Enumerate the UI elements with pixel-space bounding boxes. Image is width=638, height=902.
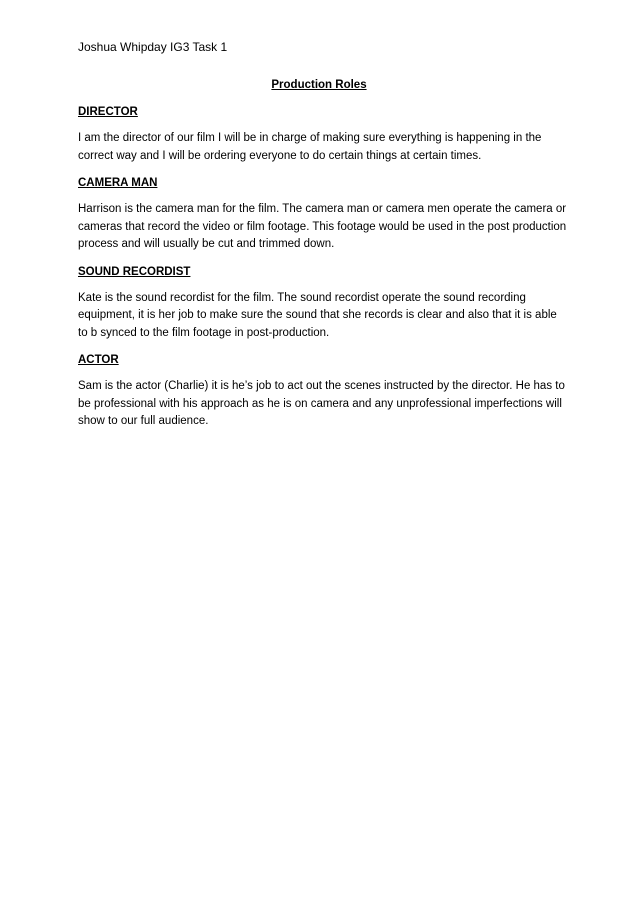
section-camera-man [78, 175, 568, 254]
section-paragraph: Harrison is the camera man for the film. The camera man or camera men operate the camera or cameras that record the video or film footage. This footage would be used in the post production process and will usually be cut and trimmed down. [78, 203, 567, 250]
section-sound-recordist [78, 264, 568, 343]
section-heading: CAMERA MAN [78, 177, 158, 189]
section-paragraph: I am the director of our film I will be in charge of making sure everything is happening in the correct way and I will be ordering everyone to do certain things at certain times. [78, 132, 542, 162]
page-header: Joshua Whipday IG3 Task 1 [78, 40, 228, 54]
section-heading: DIRECTOR [78, 106, 138, 118]
document-body [78, 104, 568, 441]
section-actor [78, 352, 568, 431]
section-heading: ACTOR [78, 354, 119, 366]
section-director [78, 104, 568, 165]
section-paragraph: Kate is the sound recordist for the film. The sound recordist operate the sound recording equipment, it is her job to make sure the sound that she records is clear and also that it is able to b synced to the film footage in post-production. [78, 291, 557, 339]
document-title: Production Roles [271, 79, 367, 91]
section-heading: SOUND RECORDIST [78, 265, 191, 278]
section-paragraph: Sam is the actor (Charlie) it is he’s job to act out the scenes instructed by the director. He has to be professional with his approach as he is on camera and any unprofessional imperfections will show to our full audience. [78, 380, 565, 427]
